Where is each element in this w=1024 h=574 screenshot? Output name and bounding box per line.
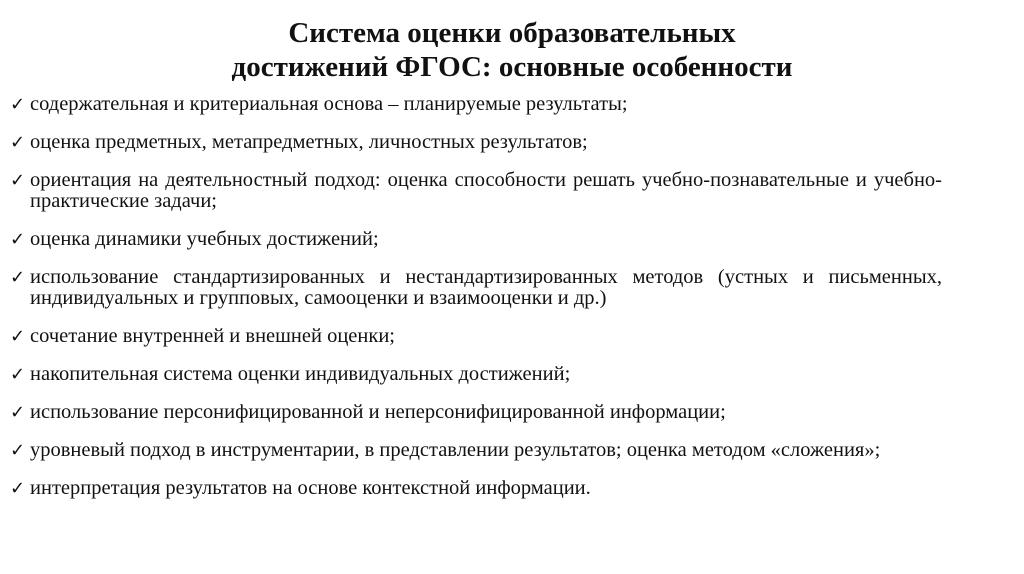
list-item-text: оценка предметных, метапредметных, личностных результатов; xyxy=(30,131,588,153)
list-item-text: содержательная и критериальная основа – планируемые результаты; xyxy=(30,93,628,115)
check-icon: ✓ xyxy=(10,229,26,250)
list-item xyxy=(10,440,942,461)
features-list xyxy=(10,94,942,516)
list-item-text: интерпретация результатов на основе контекстной информации. xyxy=(30,477,591,499)
title-line-2: достижений ФГОС: основные особенности xyxy=(231,51,793,83)
list-item-text: накопительная система оценки индивидуальных достижений; xyxy=(30,363,571,385)
list-item xyxy=(10,170,942,212)
list-item-text: оценка динамики учебных достижений; xyxy=(30,228,379,250)
check-icon: ✓ xyxy=(10,326,26,347)
check-icon: ✓ xyxy=(10,132,26,153)
list-item-text: ориентация на деятельностный подход: оценка способности решать учебно-познавательные и учебно-практические задачи; xyxy=(30,169,942,212)
slide-title xyxy=(0,16,1024,84)
list-item-text: использование персонифицированной и неперсонифицированной информации; xyxy=(30,401,726,423)
check-icon: ✓ xyxy=(10,364,26,385)
list-item xyxy=(10,326,942,347)
check-icon: ✓ xyxy=(10,478,26,499)
title-line-1: Система оценки образовательных xyxy=(288,17,736,49)
list-item xyxy=(10,229,942,250)
list-item xyxy=(10,364,942,385)
list-item-text: сочетание внутренней и внешней оценки; xyxy=(30,325,396,347)
check-icon: ✓ xyxy=(10,94,26,115)
list-item-text: использование стандартизированных и нестандартизированных методов (устных и письменных, индивидуальных и групповых, самооценки и взаимооценки и др.) xyxy=(30,266,942,309)
list-item xyxy=(10,478,942,499)
list-item xyxy=(10,94,942,115)
list-item xyxy=(10,402,942,423)
list-item xyxy=(10,132,942,153)
check-icon: ✓ xyxy=(10,170,26,191)
check-icon: ✓ xyxy=(10,267,26,288)
list-item-text: уровневый подход в инструментарии, в представлении результатов; оценка методом «сложения»; xyxy=(30,439,881,461)
check-icon: ✓ xyxy=(10,440,26,461)
check-icon: ✓ xyxy=(10,402,26,423)
list-item xyxy=(10,267,942,309)
